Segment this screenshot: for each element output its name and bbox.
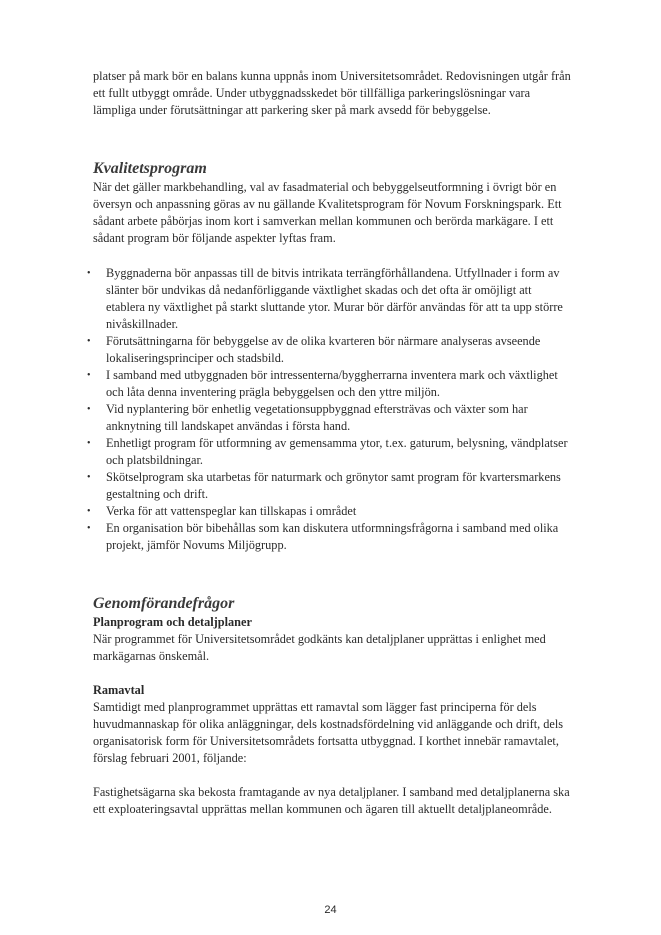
- list-item: [87, 520, 571, 554]
- bullet-icon: •: [87, 523, 91, 534]
- list-item-text: I samband med utbyggnaden bör intressenterna/byggherrarna inventera mark och växtlighet och låta denna inventering prägla bebyggelsen och den yttre miljön.: [106, 368, 558, 399]
- page-content: [87, 68, 571, 818]
- section-title-kvalitetsprogram: Kvalitetsprogram: [93, 160, 207, 177]
- kvalitet-paragraph: När det gäller markbehandling, val av fasadmaterial och bebyggelseutformning i övrigt bör en översyn och anpassning göras av nu gällande Kvalitetsprogram för Novum Forskningspark. Ett sådant arbete påbörjas inom kort i samverkan mellan kommunen och berörda markägare. I ett sådant program bör följande aspekter lyftas fram.: [93, 180, 562, 245]
- list-item-text: Vid nyplantering bör enhetlig vegetationsuppbyggnad eftersträvas och växter som har anknytning till landskapet användas i första hand.: [106, 402, 528, 433]
- spacer: [93, 767, 571, 784]
- list-item-text: Förutsättningarna för bebyggelse av de olika kvarteren bör närmare analyseras avseende lokaliseringsprinciper och stadsbild.: [106, 334, 541, 365]
- list-item: [87, 503, 571, 520]
- bullet-list: [87, 265, 571, 554]
- planprogram-paragraph: När programmet för Universitetsområdet godkänts kan detaljplaner upprättas i enlighet med markägarnas önskemål.: [93, 632, 546, 663]
- page-number: 24: [324, 904, 337, 916]
- list-item-text: Enhetligt program för utformning av gemensamma ytor, t.ex. gaturum, belysning, vändplatser och platsbildningar.: [106, 436, 568, 467]
- list-item-text: Verka för att vattenspeglar kan tillskapas i området: [106, 504, 357, 518]
- list-item: [87, 367, 571, 401]
- list-item: [87, 469, 571, 503]
- ramavtal-paragraph: Samtidigt med planprogrammet upprättas ett ramavtal som lägger fast principerna för dels huvudmannaskap för olika anläggningar, dels kostnadsfördelning vid anläggande och drift, dels organisatorisk form för Universitetsområdets fortsatta utbyggnad. I korthet innebär ramavtalet, förslag februari 2001, följande:: [93, 700, 564, 765]
- bullet-icon: •: [87, 472, 91, 483]
- list-item: [87, 401, 571, 435]
- list-item-text: Skötselprogram ska utarbetas för naturmark och grönytor samt program för kvartersmarkens gestaltning och drift.: [106, 470, 561, 501]
- list-item: [87, 265, 571, 333]
- list-item-text: En organisation bör bibehållas som kan diskutera utformningsfrågorna i samband med olika projekt, jämför Novums Miljögrupp.: [106, 521, 559, 552]
- list-item-text: Byggnaderna bör anpassas till de bitvis intrikata terrängförhållandena. Utfyllnader i form av slänter bör undvikas då nedanförliggande växtlighet skadas och det ofta är omöjligt att etablera ny växtlighet på starkt sluttande ytor. Murar bör därför användas för att ta upp större nivåskillnader.: [106, 266, 563, 331]
- spacer: [93, 665, 571, 682]
- bullet-icon: •: [87, 506, 91, 517]
- list-item: [87, 435, 571, 469]
- bullet-icon: •: [87, 438, 91, 449]
- planprogram-heading: Planprogram och detaljplaner: [93, 615, 252, 629]
- bullet-icon: •: [87, 404, 91, 415]
- bullet-icon: •: [87, 268, 91, 279]
- bullet-icon: •: [87, 336, 91, 347]
- section-title-genomforandefragor: Genomförandefrågor: [93, 595, 235, 612]
- list-item: [87, 333, 571, 367]
- intro-paragraph: platser på mark bör en balans kunna uppnås inom Universitetsområdet. Redovisningen utgår från ett fullt utbyggt område. Under utbyggnadsskedet bör tillfälliga parkeringslösningar vara lämpliga under förutsättningar att parkering sker på mark avsedd för bebyggelse.: [93, 69, 571, 117]
- bullet-icon: •: [87, 370, 91, 381]
- final-paragraph: Fastighetsägarna ska bekosta framtagande av nya detaljplaner. I samband med detaljplanerna ska ett exploateringsavtal upprättas mellan kommunen och ägaren till aktuellt detaljplaneområde.: [93, 785, 570, 816]
- ramavtal-heading: Ramavtal: [93, 683, 145, 697]
